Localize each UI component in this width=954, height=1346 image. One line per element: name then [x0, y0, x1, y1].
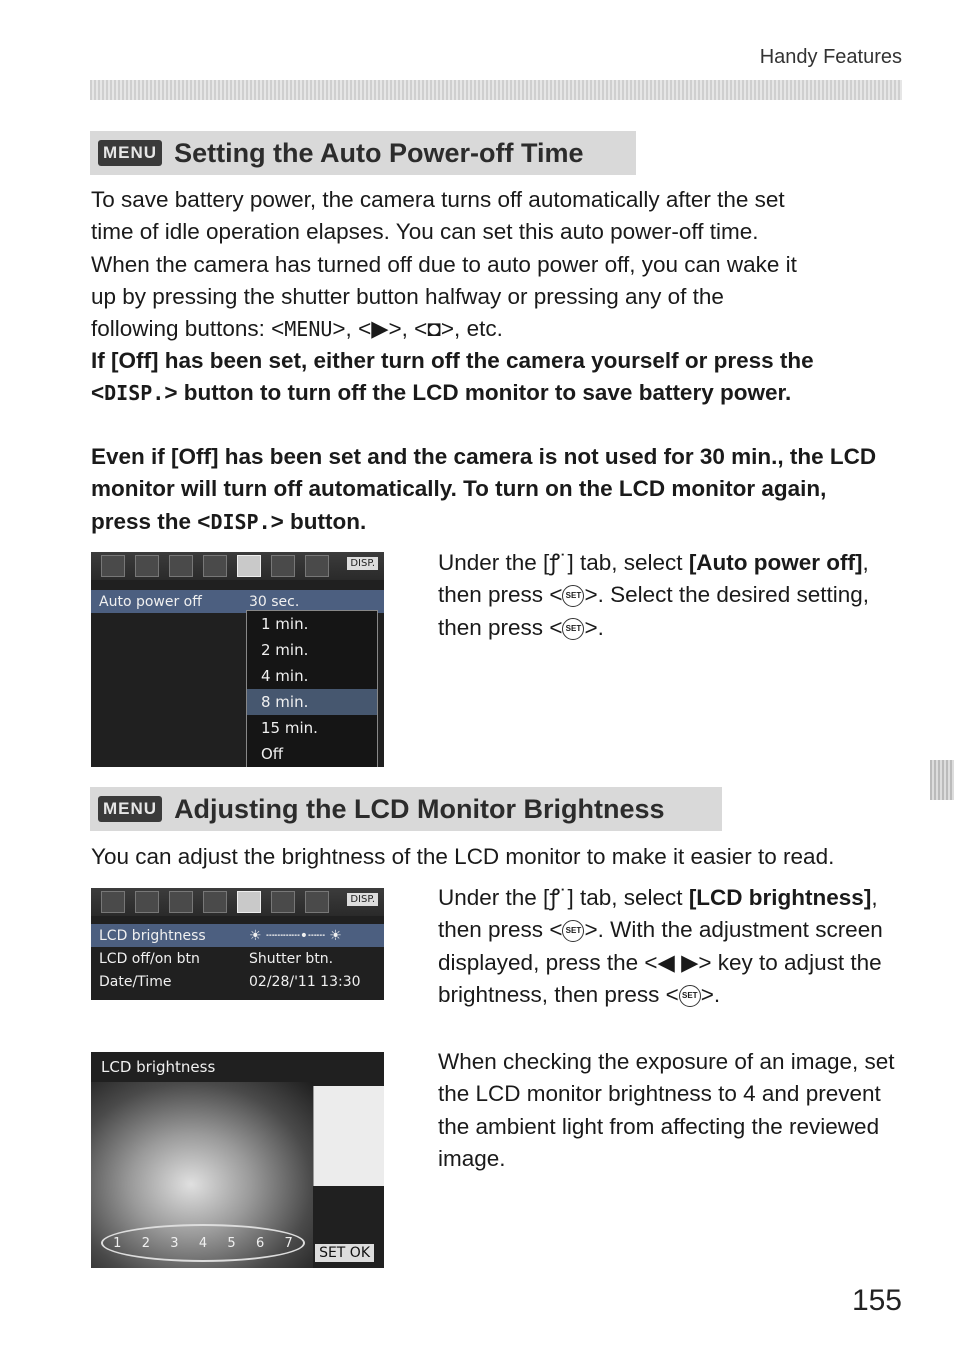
tab-cell [203, 555, 227, 577]
wrench-icon: ꝭ˙ [549, 885, 568, 910]
option: 1 min. [261, 615, 309, 633]
set-button-icon: SET [562, 585, 584, 607]
tab-cell [305, 891, 329, 913]
section-title: Setting the Auto Power-off Time [174, 137, 584, 168]
option: 4 min. [261, 667, 309, 685]
wrench-icon [237, 891, 261, 913]
wrench-icon [237, 555, 261, 577]
menu-badge: MENU [98, 140, 162, 166]
adjust-title: LCD brightness [101, 1058, 216, 1076]
side-thumb-tab [930, 760, 954, 800]
tab-cell [169, 891, 193, 913]
menu-tab-bar [91, 888, 384, 916]
decorative-band [90, 80, 902, 100]
set-button-icon: SET [562, 618, 584, 640]
disp-indicator: DISP. [347, 557, 378, 570]
tab-cell [271, 891, 295, 913]
menu-row-lcd-off-on: LCD off/on btn Shutter btn. [99, 950, 334, 967]
tab-cell [169, 555, 193, 577]
set-ok-indicator: SET OK [315, 1244, 374, 1262]
tab-cell [101, 555, 125, 577]
tab-cell [271, 555, 295, 577]
auto-power-off-description: To save battery power, the camera turns off automatically after the set time of idle operation elapses. You can set this auto power-off time. When the camera has turned off due to auto power off, you can wake it up by pressing the shutter button halfway or pressing any of the following buttons: <MENU>, <▶>, <◘>, etc. [91, 187, 797, 342]
tab-cell [101, 891, 125, 913]
off-warning: If [Off] has been set, either turn off the camera yourself or press the <DISP.> button to turn off the LCD monitor to save battery power. [91, 348, 814, 406]
disp-button-label: DISP. [210, 509, 271, 534]
camera-screen-lcd-menu [91, 888, 384, 1000]
print-icon: ◘ [427, 316, 441, 342]
menu-row-auto-power-off: Auto power off 30 sec. [91, 590, 384, 613]
off-note: Even if [Off] has been set and the camera is not used for 30 min., the LCD monitor will turn off automatically. To turn on the LCD monitor again, press the <DISP.> button. [91, 444, 877, 534]
disp-button-label: DISP. [104, 381, 165, 406]
section-title: Adjusting the LCD Monitor Brightness [174, 793, 665, 824]
tab-cell [135, 555, 159, 577]
brightness-scale: 1 2 3 4 5 6 7 [101, 1224, 305, 1262]
section-heading-auto-power-off [90, 131, 636, 175]
set-button-icon: SET [679, 985, 701, 1007]
lcd-brightness-step: Under the [ꝭ˙] tab, select [LCD brightness], then press < SET >. With the adjustment screen displayed, press the <◀ ▶> key to adjust the brightness, then press < SET >. [438, 885, 883, 1007]
option-selected: 8 min. [247, 689, 377, 715]
histogram [313, 1086, 384, 1186]
tab-cell [203, 891, 227, 913]
menu-row-lcd-brightness: LCD brightness ☀ ┄┄┄┄•┄┄ ☀ [91, 924, 384, 947]
option: 2 min. [261, 641, 309, 659]
menu-row-date-time: Date/Time 02/28/'11 13:30 [99, 973, 361, 990]
set-button-icon: SET [562, 920, 584, 942]
tab-cell [305, 555, 329, 577]
camera-screen-auto-power-off [91, 552, 384, 767]
playback-icon: ▶ [371, 316, 389, 342]
lcd-brightness-intro: You can adjust the brightness of the LCD monitor to make it easier to read. [91, 844, 835, 869]
page-number: 155 [851, 1284, 902, 1317]
running-head: Handy Features [759, 46, 902, 68]
section-heading-lcd-brightness [90, 787, 722, 831]
option: Off [261, 745, 284, 763]
auto-power-off-step: Under the [ꝭ˙] tab, select [Auto power off], then press < SET >. Select the desired setting, then press < SET >. [438, 550, 869, 640]
exposure-note: When checking the exposure of an image, set the LCD monitor brightness to 4 and prevent the ambient light from affecting the reviewed image. [438, 1049, 895, 1171]
menu-badge: MENU [98, 796, 162, 822]
menu-button-label: MENU [284, 317, 333, 342]
camera-screen-lcd-adjust [91, 1052, 384, 1268]
tab-cell [135, 891, 159, 913]
power-off-options [246, 610, 378, 767]
wrench-icon: ꝭ˙ [549, 550, 568, 575]
disp-indicator: DISP. [347, 893, 378, 906]
left-right-arrows-icon: ◀ ▶ [657, 949, 699, 975]
option: 15 min. [261, 719, 318, 737]
menu-tab-bar [91, 552, 384, 580]
